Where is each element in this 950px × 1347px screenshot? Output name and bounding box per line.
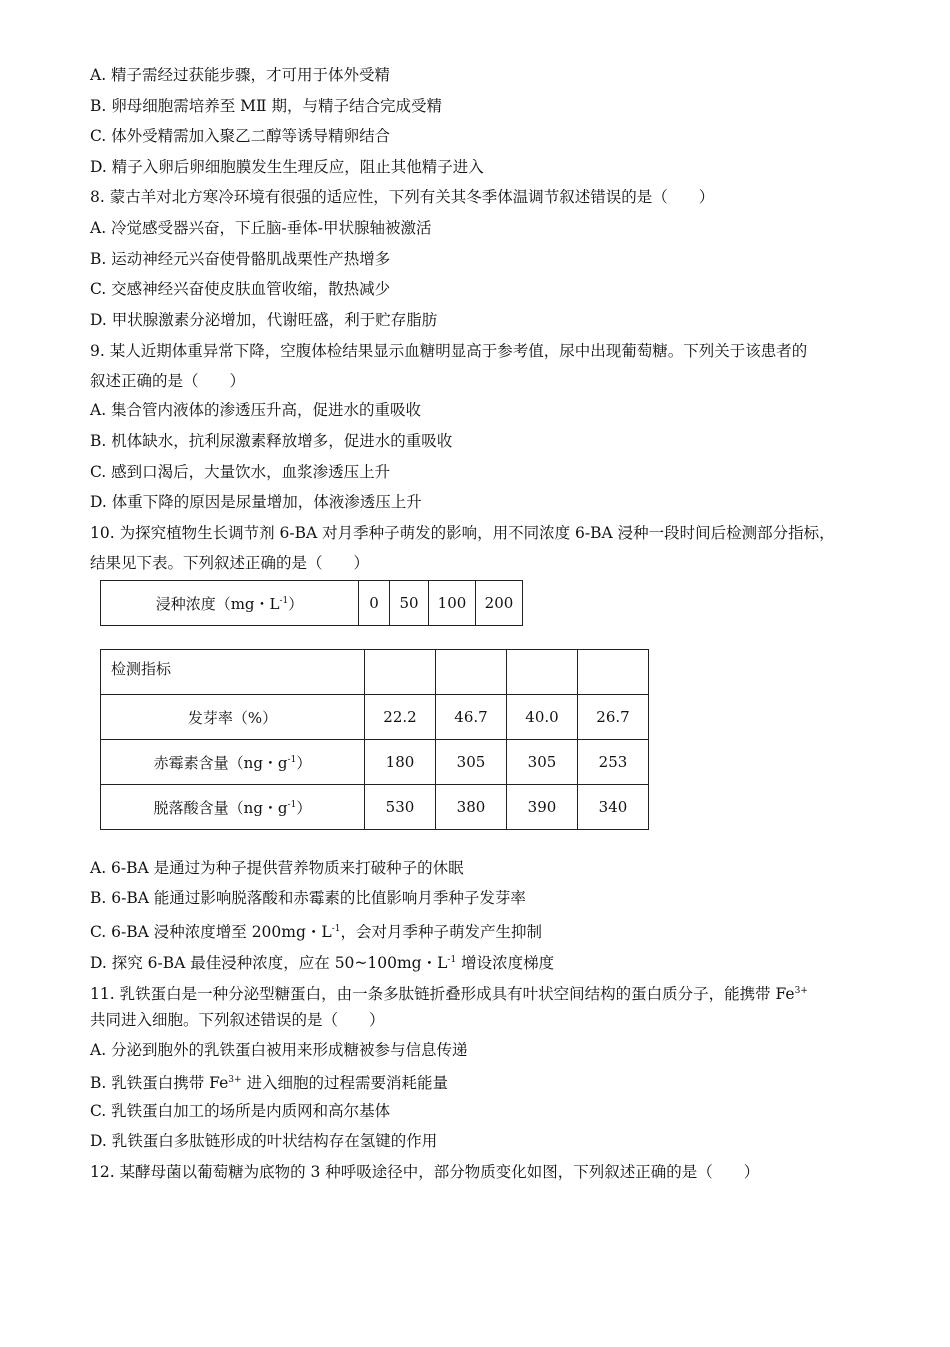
q8-option-a: A. 冷觉感受器兴奋，下丘脑-垂体-甲状腺轴被激活 — [90, 219, 432, 237]
q12-stem: 12. 某酵母菌以葡萄糖为底物的 3 种呼吸途径中，部分物质变化如图，下列叙述正确的是（ ） — [90, 1163, 760, 1181]
q9-stem-line1: 9. 某人近期体重异常下降，空腹体检结果显示血糖明显高于参考值，尿中出现葡萄糖。下列关于该患者的 — [90, 342, 808, 360]
q9-option-d: D. 体重下降的原因是尿量增加，体液渗透压上升 — [90, 493, 422, 511]
q10-option-b: B. 6-BA 能通过影响脱落酸和赤霉素的比值影响月季种子发芽率 — [90, 889, 526, 907]
q7-option-a: A. 精子需经过获能步骤，才可用于体外受精 — [90, 66, 391, 84]
q7-option-d: D. 精子入卵后卵细胞膜发生生理反应，阻止其他精子进入 — [90, 158, 484, 176]
table-row — [101, 650, 649, 695]
q10-stem-line2: 结果见下表。下列叙述正确的是（ ） — [90, 554, 370, 572]
indicator-header: 检测指标 — [101, 650, 365, 695]
table-cell: 340 — [578, 785, 649, 830]
q11-option-d: D. 乳铁蛋白多肽链形成的叶状结构存在氢键的作用 — [90, 1132, 438, 1150]
table-cell — [436, 650, 507, 695]
q11-option-a: A. 分泌到胞外的乳铁蛋白被用来形成糖被参与信息传递 — [90, 1041, 468, 1059]
q10-option-c: C. 6-BA 浸种浓度增至 200mg・$L^{-1}$，会对月季种子萌发产生抑制 — [90, 923, 542, 942]
q11-stem-line1: 11. 乳铁蛋白是一种分泌型糖蛋白，由一条多肽链折叠形成具有叶状空间结构的蛋白质分子，能携带 $Fe^{3+}$ — [90, 985, 808, 1004]
q8-stem: 8. 蒙古羊对北方寒冷环境有很强的适应性，下列有关其冬季体温调节叙述错误的是（ ） — [90, 188, 715, 206]
q8-option-b: B. 运动神经元兴奋使骨骼肌战栗性产热增多 — [90, 250, 391, 268]
row-label: 赤霉素含量（ng・$g^{-1}$） — [101, 740, 365, 785]
indicator-table — [100, 649, 649, 830]
table-cell: 380 — [436, 785, 507, 830]
table-cell: 305 — [436, 740, 507, 785]
q10-stem-line1: 10. 为探究植物生长调节剂 6-BA 对月季种子萌发的影响，用不同浓度 6-BA 浸种一段时间后检测部分指标， — [90, 524, 835, 542]
table-cell: 22.2 — [365, 695, 436, 740]
q7-option-c: C. 体外受精需加入聚乙二醇等诱导精卵结合 — [90, 127, 391, 145]
table-row — [101, 785, 649, 830]
q11-option-b: B. 乳铁蛋白携带 $Fe^{3+}$ 进入细胞的过程需要消耗能量 — [90, 1074, 448, 1093]
table-cell — [578, 650, 649, 695]
table-cell: 26.7 — [578, 695, 649, 740]
q11-option-c: C. 乳铁蛋白加工的场所是内质网和高尔基体 — [90, 1102, 391, 1120]
row-label: 发芽率（%） — [101, 695, 365, 740]
q10-option-a: A. 6-BA 是通过为种子提供营养物质来打破种子的休眠 — [90, 859, 464, 877]
table-cell: 100 — [429, 581, 476, 626]
table-cell: 530 — [365, 785, 436, 830]
table-cell: 390 — [507, 785, 578, 830]
table-cell: 305 — [507, 740, 578, 785]
table-row — [101, 581, 523, 626]
table-cell: 46.7 — [436, 695, 507, 740]
table-row — [101, 695, 649, 740]
q10-option-d: D. 探究 6-BA 最佳浸种浓度，应在 50~100mg・$L^{-1}$ 增设浓度梯度 — [90, 954, 555, 973]
table-cell: 50 — [390, 581, 429, 626]
table-cell — [365, 650, 436, 695]
table-cell: 40.0 — [507, 695, 578, 740]
concentration-header: 浸种浓度（mg・$L^{-1}$） — [101, 581, 359, 626]
q9-option-a: A. 集合管内液体的渗透压升高，促进水的重吸收 — [90, 401, 422, 419]
table-cell: 0 — [359, 581, 390, 626]
row-label: 脱落酸含量（ng・$g^{-1}$） — [101, 785, 365, 830]
table-cell: 200 — [476, 581, 523, 626]
q11-stem-line2: 共同进入细胞。下列叙述错误的是（ ） — [90, 1011, 385, 1029]
q8-option-d: D. 甲状腺激素分泌增加，代谢旺盛，利于贮存脂肪 — [90, 311, 438, 329]
concentration-table — [100, 580, 523, 626]
table-cell: 180 — [365, 740, 436, 785]
q9-option-b: B. 机体缺水，抗利尿激素释放增多，促进水的重吸收 — [90, 432, 453, 450]
q9-option-c: C. 感到口渴后，大量饮水，血浆渗透压上升 — [90, 463, 391, 481]
table-cell: 253 — [578, 740, 649, 785]
table-cell — [507, 650, 578, 695]
q7-option-b: B. 卵母细胞需培养至 MⅡ 期，与精子结合完成受精 — [90, 97, 443, 115]
q8-option-c: C. 交感神经兴奋使皮肤血管收缩，散热减少 — [90, 280, 391, 298]
table-row — [101, 740, 649, 785]
q9-stem-line2: 叙述正确的是（ ） — [90, 372, 246, 390]
